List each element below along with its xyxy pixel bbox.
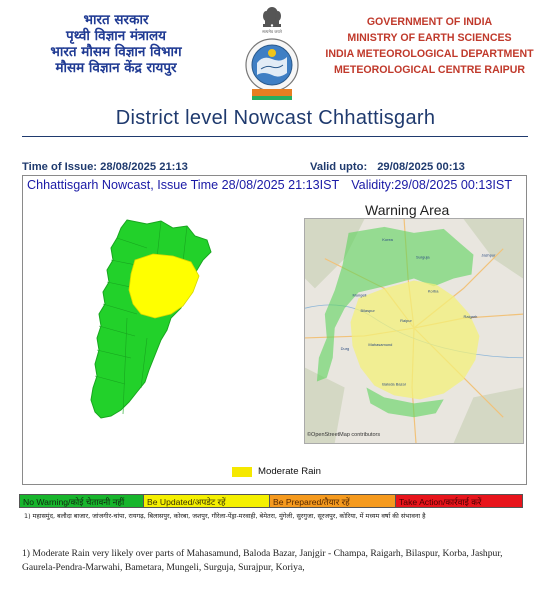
moderate-rain-zone xyxy=(129,254,199,318)
page-title: District level Nowcast Chhattisgarh xyxy=(115,107,436,129)
map-place-label: Bilaspur xyxy=(360,308,375,314)
valid-upto-label: Valid upto: xyxy=(310,161,368,173)
hindi-header-line: पृथ्वी विज्ञान मंत्रालय xyxy=(66,28,166,44)
map-place-label: Jashpur xyxy=(481,252,496,258)
warning-level-take-action: Take Action/कार्रवाई करें xyxy=(395,494,523,508)
english-header-line: MINISTRY OF EARTH SCIENCES xyxy=(347,32,512,44)
imd-emblem-logo xyxy=(243,3,301,103)
lion-capital-icon xyxy=(263,7,281,27)
warning-area-title: Warning Area xyxy=(365,202,450,218)
map-place-label: Surguja xyxy=(415,254,430,260)
hindi-forecast-note: 1) महासमुंद, बलौदा बाजार, जांजगीर-चांपा, रायगढ़, बिलासपुर, कोरबा, जशपुर, गौरेला-पेंड्रा-मरवाही, बेमेतरा, मुंगेली, सुरगुजा, सूरजपुर, कोरिया, में मध्यम वर्षा की संभावना है xyxy=(24,512,426,520)
map-credit: ©OpenStreetMap contributors xyxy=(307,432,381,438)
title-divider xyxy=(22,136,528,137)
issue-time: Time of Issue: 28/08/2025 21:13 xyxy=(22,161,188,173)
nowcast-panel xyxy=(22,175,527,485)
english-header-line: GOVERNMENT OF INDIA xyxy=(366,16,493,28)
svg-text:सत्यमेव जयते: सत्यमेव जयते xyxy=(262,29,282,34)
valid-upto-value: 29/08/2025 00:13 xyxy=(377,161,465,173)
english-header-line: INDIA METEOROLOGICAL DEPARTMENT xyxy=(325,48,534,60)
chhattisgarh-state-map xyxy=(87,218,217,422)
panel-issue-text: Chhattisgarh Nowcast, Issue Time 28/08/2025 21:13IST xyxy=(27,178,340,192)
hindi-header xyxy=(18,12,214,76)
map-place-label: Raipur xyxy=(400,318,412,324)
warning-level-no-warning: No Warning/कोई चेतावनी नहीं xyxy=(19,494,143,508)
map-place-label: Mahasamund xyxy=(368,341,393,347)
hindi-header-line: मौसम विज्ञान केंद्र रायपुर xyxy=(55,60,177,76)
english-forecast-note: 1) Moderate Rain very likely over parts of Mahasamund, Baloda Bazar, Janjgir - Champa, Raigarh, Bilaspur, Korba, Jashpur, Gaurela-Pendra-Marwahi, Bametara, Mungeli, Surguja, Surajpur, Koriya, xyxy=(22,548,503,573)
english-header-line: METEOROLOGICAL CENTRE RAIPUR xyxy=(333,64,526,76)
map-place-label: Mungeli xyxy=(352,292,367,298)
legend-label: Moderate Rain xyxy=(258,466,321,477)
legend-swatch-moderate-rain xyxy=(232,467,252,477)
map-place-label: Raigarh xyxy=(463,314,478,320)
hindi-header-line: भारत सरकार xyxy=(83,12,149,28)
panel-validity-text: Validity:29/08/2025 00:13IST xyxy=(351,178,513,192)
valid-upto xyxy=(310,161,465,173)
panel-title xyxy=(27,178,512,192)
english-header xyxy=(322,14,537,78)
map-place-label: Durg xyxy=(340,345,350,351)
map-place-label: Baloda Bazar xyxy=(382,381,407,387)
warning-level-be-prepared: Be Prepared/तैयार रहें xyxy=(269,494,395,508)
state-outline xyxy=(91,220,211,418)
warning-area-map xyxy=(304,218,524,444)
hindi-header-line: भारत मौसम विज्ञान विभाग xyxy=(50,44,182,60)
map-place-label: Korea xyxy=(382,236,393,242)
map-place-label: Korba xyxy=(427,288,439,294)
warning-level-be-updated: Be Updated/अपडेट रहें xyxy=(143,494,269,508)
